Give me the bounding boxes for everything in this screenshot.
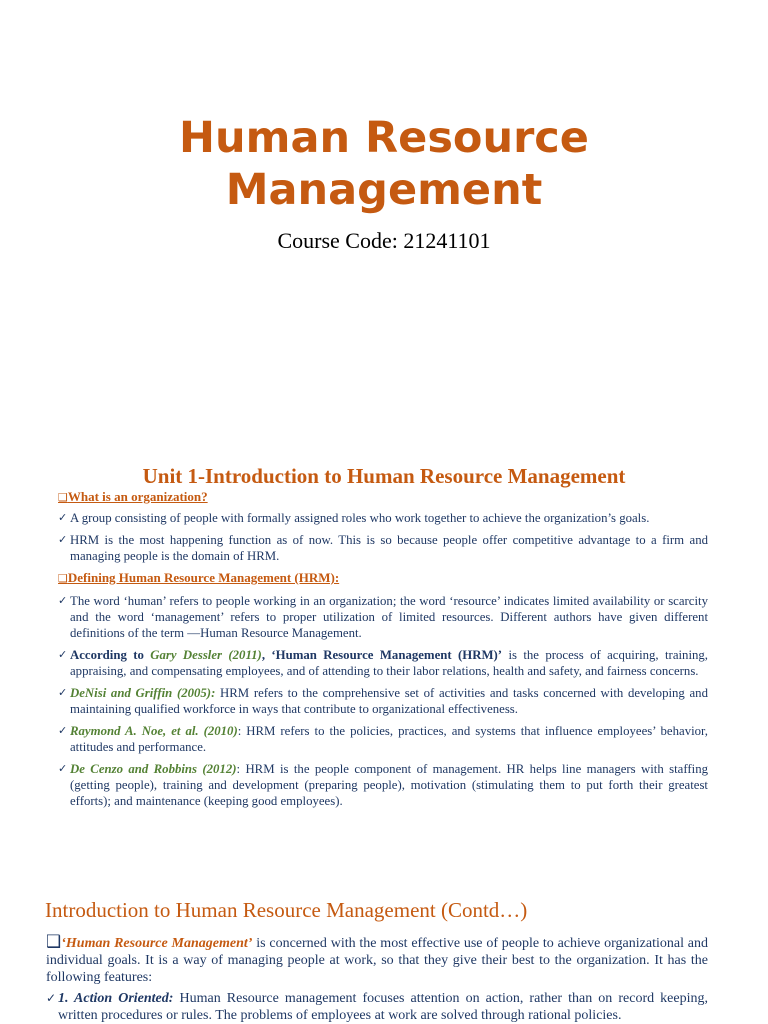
text-run: is concerned with the most effective use of people to achieve organizational and individual goals. It is a way of managing people at work, so that they give their best to the organization. It has the following features:	[46, 936, 708, 985]
list-item-text	[70, 647, 708, 679]
main-title	[0, 112, 768, 216]
checkbox-bullet-icon: ❑	[58, 572, 68, 585]
author-name: DeNisi and Griffin (2005):	[70, 686, 216, 700]
contd-title: Introduction to Human Resource Management (Contd…)	[45, 898, 528, 922]
list-item-text	[70, 685, 708, 717]
heading-text: What is an organization?	[67, 489, 208, 504]
list-item	[58, 761, 708, 809]
feature-label: 1. Action Oriented:	[58, 991, 174, 1006]
list-item	[58, 532, 708, 564]
list-item	[58, 593, 708, 641]
main-title-line2: Management	[225, 165, 543, 215]
slide-unit-intro	[0, 440, 768, 856]
slide3-content	[46, 934, 708, 1024]
checkmark-icon: ✓	[58, 724, 68, 737]
slide-contd	[0, 856, 768, 1024]
list-item-text	[70, 761, 708, 809]
text-run: is the process of acquiring, training, appraising, and compensating employees, and of attending to their labor relations, health and safety, and fairness concerns.	[70, 648, 708, 678]
checkmark-icon: ✓	[58, 533, 68, 546]
term-highlight: ‘Human Resource Management (HRM)’	[271, 648, 503, 662]
author-name: Raymond A. Noe, et al. (2010)	[70, 724, 238, 738]
course-code: Course Code: 21241101	[277, 228, 491, 253]
slide-title	[0, 0, 768, 440]
slide2-content	[58, 489, 708, 809]
list-item	[58, 723, 708, 755]
checkmark-icon: ✓	[58, 511, 68, 524]
list-item	[58, 685, 708, 717]
section-heading-organization	[58, 489, 708, 506]
checkmark-icon: ✓	[58, 648, 68, 661]
list-item	[58, 510, 708, 526]
checkmark-icon: ✓	[58, 762, 68, 775]
list-item	[46, 990, 708, 1024]
text-run: : HRM is the people component of management. HR helps line managers with staffing (getting people), training and development (preparing people), motivation (stimulating them to put forth their greatest efforts); and maintenance (keeping good employees).	[70, 762, 708, 808]
intro-paragraph	[46, 934, 708, 986]
list-item-text: HRM is the most happening function as of now. This is so because people offer competitive advantage to a firm and managing people is the domain of HRM.	[70, 533, 708, 563]
checkmark-icon: ✓	[58, 594, 68, 607]
checkbox-bullet-icon: ❑	[58, 491, 68, 504]
text-run: : HRM refers to the policies, practices, and systems that influence employees’ behavior, attitudes and performance.	[70, 724, 708, 754]
list-item-text	[70, 723, 708, 755]
list-item-text: A group consisting of people with formally assigned roles who work together to achieve the organization’s goals.	[70, 511, 650, 525]
author-name: De Cenzo and Robbins (2012)	[70, 762, 237, 776]
text-run: HRM refers to the comprehensive set of activities and tasks concerned with developing and maintaining qualified workforce in ways that contribute to organizational effectiveness.	[70, 686, 708, 716]
list-item-text: The word ‘human’ refers to people working in an organization; the word ‘resource’ indicates limited availability or scarcity and the word ‘management’ refers to proper utilization of limited resources. Different authors have given different definitions of the term —Human Resource Management.	[70, 594, 708, 640]
main-title-line1: Human Resource	[179, 113, 589, 163]
checkmark-icon: ✓	[46, 991, 57, 1005]
text-run: ,	[261, 648, 272, 662]
term-highlight: ‘Human Resource Management’	[61, 936, 253, 951]
section-heading-hrm	[58, 570, 708, 587]
heading-text: Defining Human Resource Management (HRM):	[67, 570, 340, 585]
text-run: According to	[70, 648, 151, 662]
unit-title: Unit 1-Introduction to Human Resource Management	[142, 464, 626, 488]
author-name: Gary Dessler (2011)	[150, 648, 262, 662]
list-item-text	[58, 990, 708, 1024]
text-run: Human Resource management focuses attention on action, rather than on record keeping, written procedures or rules. The problems of employees at work are solved through rational policies.	[58, 991, 708, 1023]
list-item	[58, 647, 708, 679]
checkbox-bullet-icon: ❑	[46, 932, 62, 952]
checkmark-icon: ✓	[58, 686, 68, 699]
